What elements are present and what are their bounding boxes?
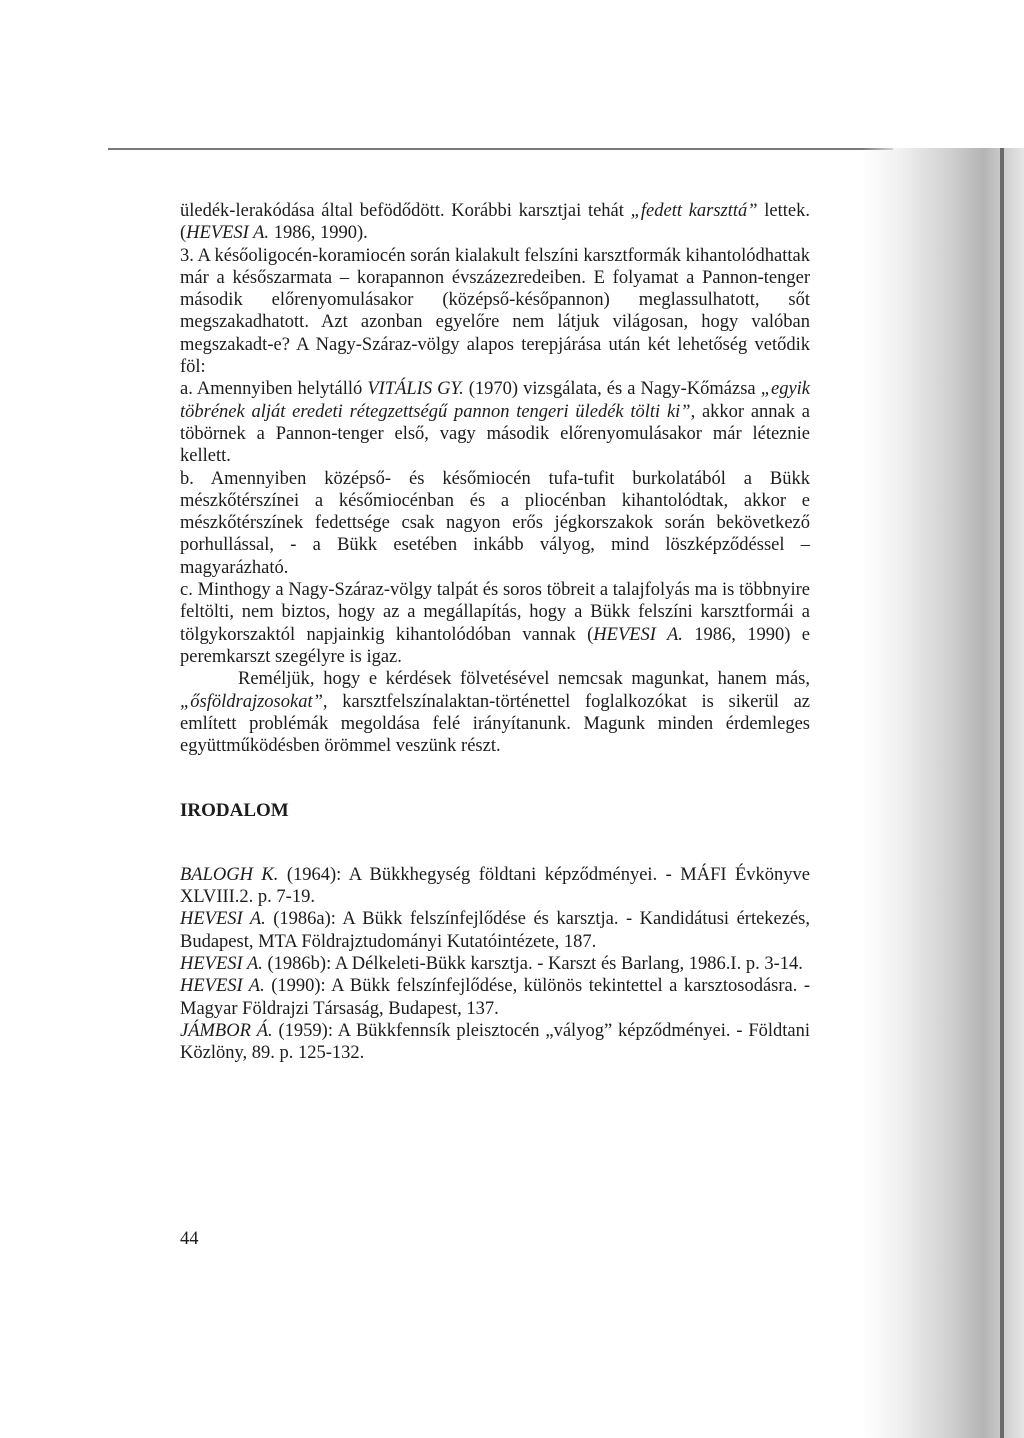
references-heading: IRODALOM: [180, 800, 289, 822]
text-column: [180, 200, 810, 1064]
paragraph-point-a: a. Amennyiben helytálló VITÁLIS GY. (1970) vizsgálata, és a Nagy-Kőmázsa „egyik töbrének alját eredeti rétegzettségű pannon tengeri üledék tölti ki”, akkor annak a töbörnek a Pannon-tenger első, vagy második előrenyomulásakor már léteznie kellett.: [180, 379, 810, 467]
paragraph-point-3: 3. A későoligocén-koramiocén során kialakult felszíni karsztformák kihantolódhattak már a későszarmata – korapannon évszázezredeiben. E folyamat a Pannon-tenger második előrenyomulásakor (középső-későpannon) meglassulhatott, sőt megszakadhatott. Azt azonban egyelőre nem látjuk világosan, hogy valóban megszakadt-e? A Nagy-Száraz-völgy alapos terepjárása után két lehetőség vetődik föl:: [180, 245, 810, 378]
paragraph-point-b: b. Amennyiben középső- és későmiocén tufa-tufit burkolatából a Bükk mészkőtérszínei a későmiocénban és a pliocénban kihantolódtak, akkor e mészkőtérszínek fedettsége csak nagyon erős jégkorszakok során bekövetkező porhullással, - a Bükk esetében inkább vályog, mind löszképződéssel – magyarázható.: [180, 468, 810, 578]
page-edge-line: [1000, 148, 1004, 1438]
references-list: [180, 864, 810, 1065]
reference-item: HEVESI A. (1986a): A Bükk felszínfejlődése és karsztja. - Kandidátusi értekezés, Budapest, MTA Földrajztudományi Kutatóintézete, 187.: [180, 909, 810, 952]
paragraph-point-c: c. Minthogy a Nagy-Száraz-völgy talpát és soros töbreit a talajfolyás ma is többnyire feltölti, nem biztos, hogy az a megállapítás, hogy a Bükk felszíni karsztformái a tölgykorszaktól napjainkig kihantolódóban vannak (HEVESI A. 1986, 1990) e peremkarszt szegélyre is igaz.: [180, 580, 810, 667]
scan-top-rule: [108, 148, 893, 150]
reference-item: HEVESI A. (1990): A Bükk felszínfejlődése, különös tekintettel a karsztosodásra. - Magyar Földrajzi Társaság, Budapest, 137.: [180, 976, 810, 1019]
paragraph-continuation: üledék-lerakódása által befödődött. Korábbi karsztjai tehát „fedett karszttá” lettek. (HEVESI A. 1986, 1990).: [180, 201, 810, 244]
reference-item: HEVESI A. (1986b): A Délkeleti-Bükk karsztja. - Karszt és Barlang, 1986.I. p. 3-14.: [180, 953, 803, 974]
reference-item: BALOGH K. (1964): A Bükkhegység földtani képződményei. - MÁFI Évkönyve XLVIII.2. p. 7-19.: [180, 864, 810, 908]
reference-item: JÁMBOR Á. (1959): A Bükkfennsík pleisztocén „vályog” képződményei. - Földtani Közlöny, 89. p. 125-132.: [180, 1020, 810, 1064]
page-number: 44: [180, 1229, 199, 1249]
paragraph-closing: Reméljük, hogy e kérdések fölvetésével nemcsak magunkat, hanem más, „ősföldrajzosokat”, karsztfelszínalaktan-történettel foglalkozókat is sikerül az említett problémák megoldása felé irányítanunk. Magunk minden érdemleges együttműködésben örömmel veszünk részt.: [180, 669, 810, 757]
